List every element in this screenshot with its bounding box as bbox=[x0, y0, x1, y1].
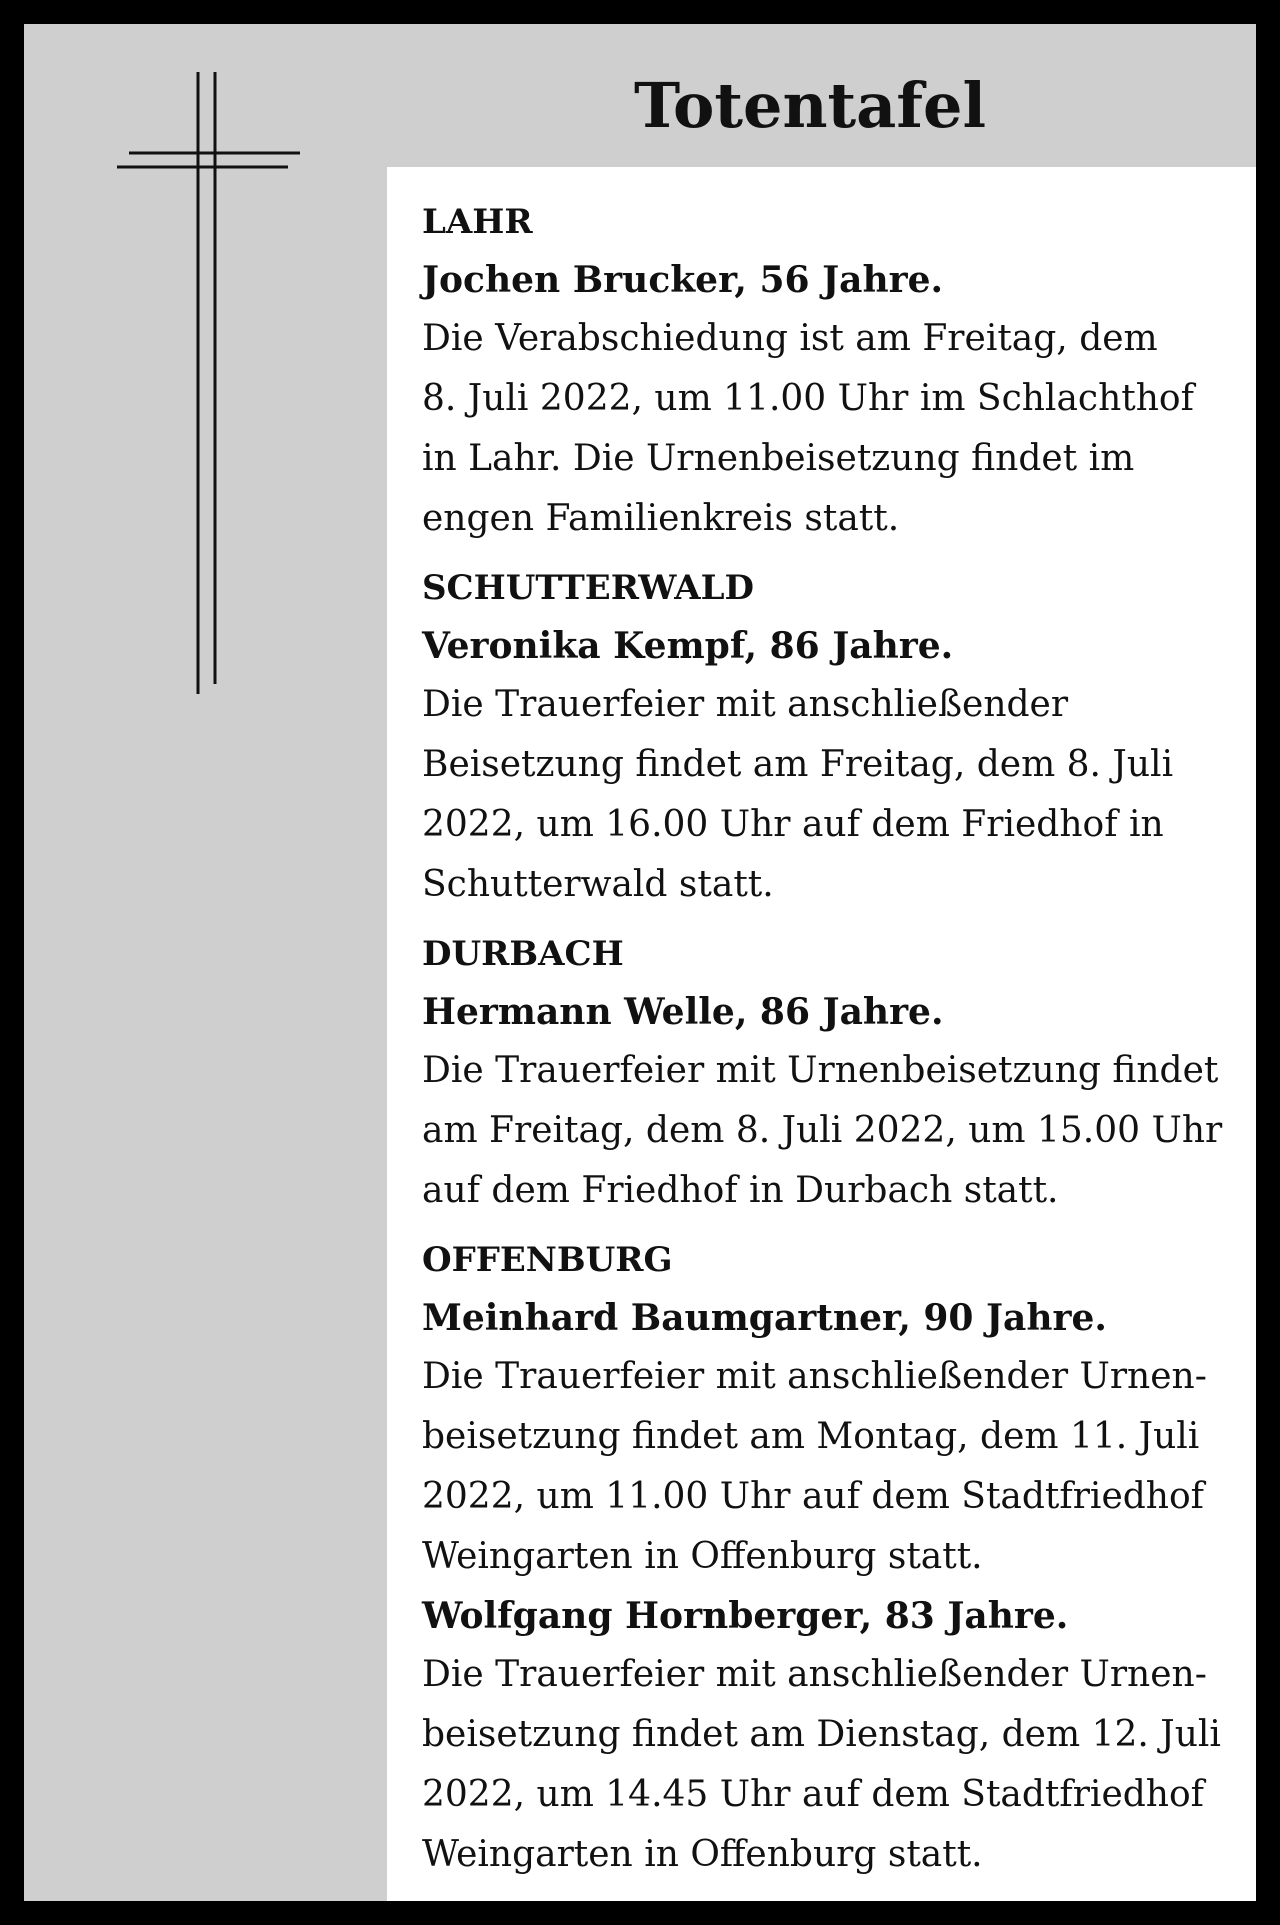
entry-text-line: Die Trauerfeier mit anschließender Urnen- bbox=[422, 1356, 1207, 1397]
obituary-entry bbox=[422, 559, 1236, 915]
entry-text-line: am Freitag, dem 8. Juli 2022, um 15.00 Uhr bbox=[422, 1110, 1223, 1151]
entry-place: OFFENBURG bbox=[422, 1240, 673, 1280]
entry-text-line: Beisetzung findet am Freitag, dem 8. Juli bbox=[422, 744, 1174, 785]
entry-text-line: auf dem Friedhof in Durbach statt. bbox=[422, 1170, 1059, 1211]
entry-text-line: Weingarten in Offenburg statt. bbox=[422, 1536, 983, 1577]
page-title: Totentafel bbox=[633, 69, 987, 142]
entry-text-line: beisetzung findet am Dienstag, dem 12. Juli bbox=[422, 1714, 1221, 1755]
entry-name: Jochen Brucker, 56 Jahre. bbox=[422, 259, 944, 301]
obituary-list bbox=[387, 167, 1256, 1901]
entry-text-line: 2022, um 14.45 Uhr auf dem Stadtfriedhof bbox=[422, 1774, 1204, 1815]
entry-place: LAHR bbox=[422, 202, 533, 242]
entry-name: Meinhard Baumgartner, 90 Jahre. bbox=[422, 1297, 1107, 1339]
entry-text-line: 2022, um 16.00 Uhr auf dem Friedhof in bbox=[422, 804, 1164, 845]
entry-text-line: Weingarten in Offenburg statt. bbox=[422, 1834, 983, 1875]
entry-text-line: Die Trauerfeier mit Urnenbeisetzung findet bbox=[422, 1050, 1219, 1091]
entry-text-line: Die Trauerfeier mit anschließender bbox=[422, 684, 1069, 725]
entry-text-line: Die Trauerfeier mit anschließender Urnen- bbox=[422, 1654, 1207, 1695]
obituary-entry bbox=[422, 1231, 1236, 1587]
entry-text-line: 2022, um 11.00 Uhr auf dem Stadtfriedhof bbox=[422, 1476, 1204, 1517]
entry-name: Veronika Kempf, 86 Jahre. bbox=[422, 625, 954, 667]
obituary-entry bbox=[422, 1587, 1236, 1885]
entry-place: SCHUTTERWALD bbox=[422, 568, 754, 608]
entry-text-line: Die Verabschiedung ist am Freitag, dem bbox=[422, 318, 1158, 359]
entry-text-line: engen Familienkreis statt. bbox=[422, 498, 900, 539]
entry-text-line: 8. Juli 2022, um 11.00 Uhr im Schlachthof bbox=[422, 378, 1194, 419]
entry-text-line: in Lahr. Die Urnenbeisetzung findet im bbox=[422, 438, 1135, 479]
obituary-entry bbox=[422, 193, 1236, 549]
entry-text-line: beisetzung findet am Montag, dem 11. Juli bbox=[422, 1416, 1200, 1457]
cross-icon bbox=[24, 24, 324, 724]
entry-text-line: Schutterwald statt. bbox=[422, 864, 774, 905]
obituary-entry bbox=[422, 925, 1236, 1221]
entry-name: Hermann Welle, 86 Jahre. bbox=[422, 991, 944, 1033]
entry-place: DURBACH bbox=[422, 934, 624, 974]
entry-name: Wolfgang Hornberger, 83 Jahre. bbox=[422, 1595, 1069, 1637]
